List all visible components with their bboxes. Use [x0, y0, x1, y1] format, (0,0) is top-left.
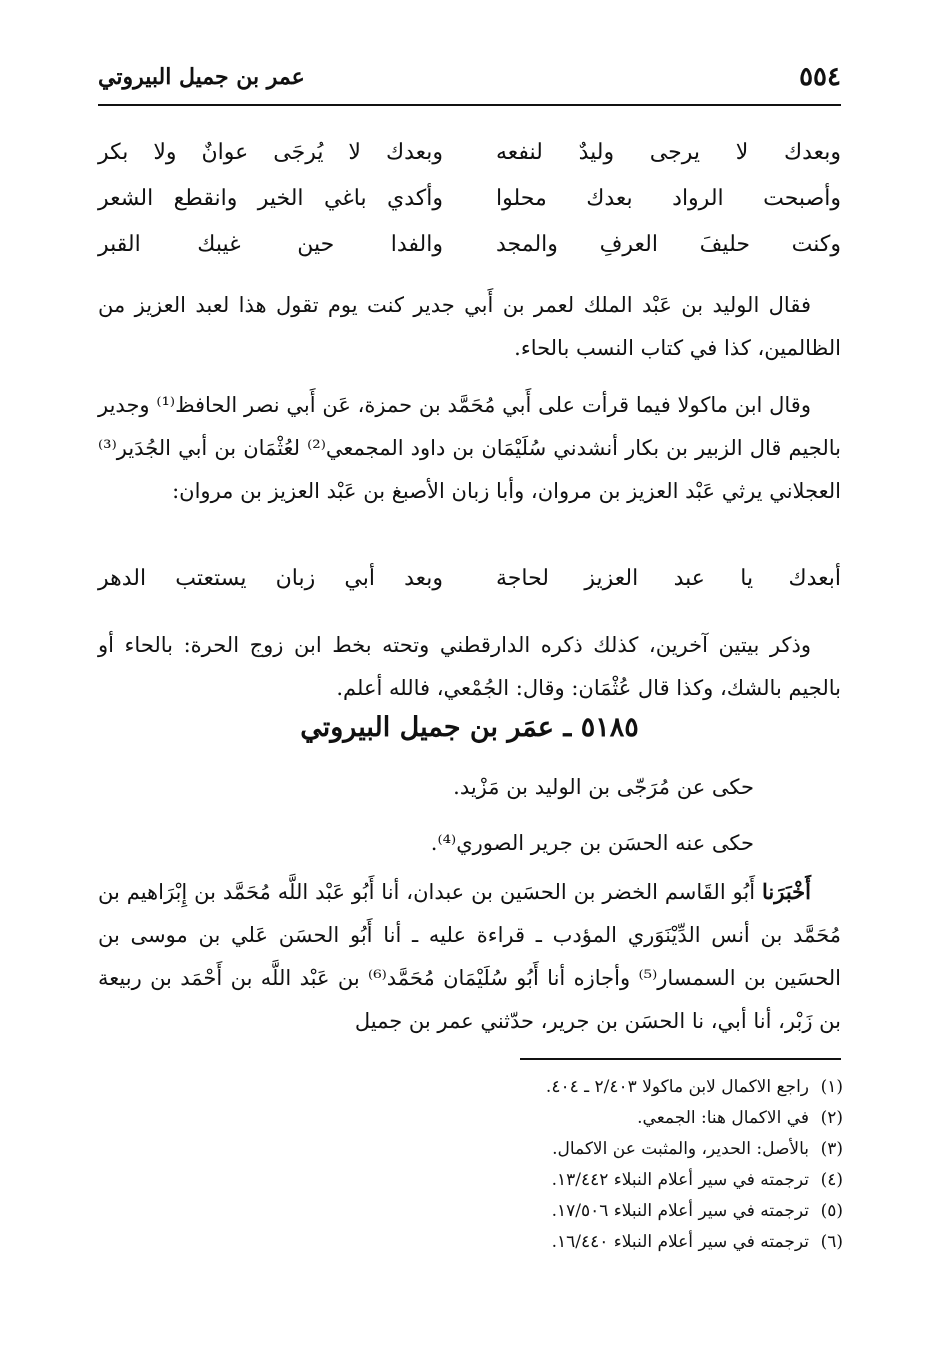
footnotes [323, 1072, 843, 1258]
verse-first-hemistich: أبعدك يا عبد العزيز لحاجة [496, 566, 841, 591]
footnote [323, 1227, 843, 1258]
footnote-number: (٣) [820, 1139, 843, 1159]
verse-second-hemistich: وأكدي باغي الخير وانقطع الشعر [98, 186, 443, 211]
footnote-rule [520, 1058, 841, 1060]
footnote-number: (٦) [820, 1232, 843, 1252]
footnote-text: بالأصل: الحدير، والمثبت عن الاكمال. [552, 1139, 809, 1159]
page-number: ٥٥٤ [799, 62, 841, 92]
footnote [323, 1165, 843, 1196]
paragraph-walid: فقال الوليد بن عَبْد الملك لعمر بن أَبي جدير كنت يوم تقول هذا لعبد العزيز من الظالمين، كذا في كتاب النسب بالحاء. [98, 293, 841, 360]
paragraph-ibn-makula: وقال ابن ماكولا فيما قرأت على أَبي مُحَمَّد بن حمزة، عَن أَبي نصر الحافظ⁽¹⁾ وجدير بالجيم قال الزبير بن بكار أنشدني سُلَيْمَان بن داود المجمعي⁽²⁾ لعُثْمَان بن أبي الجُدَير⁽³⁾ العجلاني يرثي عَبْد العزيز بن مروان، وأبا زبان الأصبغ بن عَبْد العزيز بن مروان: [98, 393, 841, 503]
entry-heading: ٥١٨٥ ـ عمَر بن جميل البيروتي [300, 712, 639, 743]
footnote [323, 1072, 843, 1103]
verse-first-hemistich: وأصبحت الرواد بعدك محلوا [496, 186, 841, 211]
running-title: عمر بن جميل البيروتي [98, 64, 305, 90]
verse-second-hemistich: والفدا حين غيبك القبر [98, 232, 443, 257]
verse-line [98, 186, 841, 228]
footnote-number: (٢) [820, 1108, 843, 1128]
entry-narrated-by: حكى عنه الحسَن بن جرير الصوري⁽⁴⁾. [430, 831, 754, 855]
verse-second-hemistich: وبعدك لا يُرجَى عوانٌ ولا بكر [98, 140, 443, 165]
footnote-number: (٥) [820, 1201, 843, 1221]
footnote-text: ترجمته في سير أعلام النبلاء ١٣/٤٤٢. [551, 1170, 809, 1190]
entry-narrates-from: حكى عن مُرَجّى بن الوليد بن مَزْيد. [453, 775, 754, 799]
footnote [323, 1196, 843, 1227]
paragraph-daraqutni: وذكر بيتين آخرين، كذلك ذكره الدارقطني وتحته بخط ابن زوج الحرة: بالحاء أو بالجيم بالشك، وكذا قال عُثْمَان: وقال: الجُمْعي، فالله أعلم. [98, 633, 841, 700]
isnad-paragraph [98, 870, 841, 1043]
header-rule [98, 104, 841, 106]
footnote-text: راجع الاكمال لابن ماكولا ٢/٤٠٣ ـ ٤٠٤. [545, 1077, 809, 1097]
footnote-number: (٤) [820, 1170, 843, 1190]
verse-first-hemistich: وكنت حليفَ العرفِ والمجد [496, 232, 841, 257]
footnote [323, 1134, 843, 1165]
footnote-text: ترجمته في سير أعلام النبلاء ١٦/٤٤٠. [551, 1232, 809, 1252]
verse-line [98, 566, 841, 608]
isnad-text: أَبُو القَاسم الخضر بن الحسَين بن عبدان، أنا أَبُو عَبْد اللَّه مُحَمَّد بن إِبْرَاهيم بن مُحَمَّد بن أنس الدِّيْنَوَري المؤدب ـ قراءة عليه ـ أنا أَبُو الحسَن عَلي بن موسى بن الحسَين بن السمسار⁽⁵⁾ وأجازه أنا أَبُو سُلَيْمَان مُحَمَّد⁽⁶⁾ بن عَبْد اللَّه بن أَحْمَد بن ربيعة بن زَبْر، أنا أبي، نا الحسَن بن جرير، حدّثني عمر بن جميل [98, 880, 841, 1033]
verse-line [98, 140, 841, 182]
verse-line [98, 232, 841, 274]
verse-second-hemistich: وبعد أبي زبان يستعتب الدهر [98, 566, 443, 591]
footnote-text: في الاكمال هنا: الجمعي. [637, 1108, 809, 1128]
footnote-text: ترجمته في سير أعلام النبلاء ١٧/٥٠٦. [551, 1201, 809, 1221]
footnote-number: (١) [820, 1077, 843, 1097]
footnote [323, 1103, 843, 1134]
verse-first-hemistich: وبعدك لا يرجى وليدٌ لنفعه [496, 140, 841, 165]
akhbarana-keyword: أَخْبَرَنا [762, 879, 811, 904]
page-header [98, 62, 841, 108]
